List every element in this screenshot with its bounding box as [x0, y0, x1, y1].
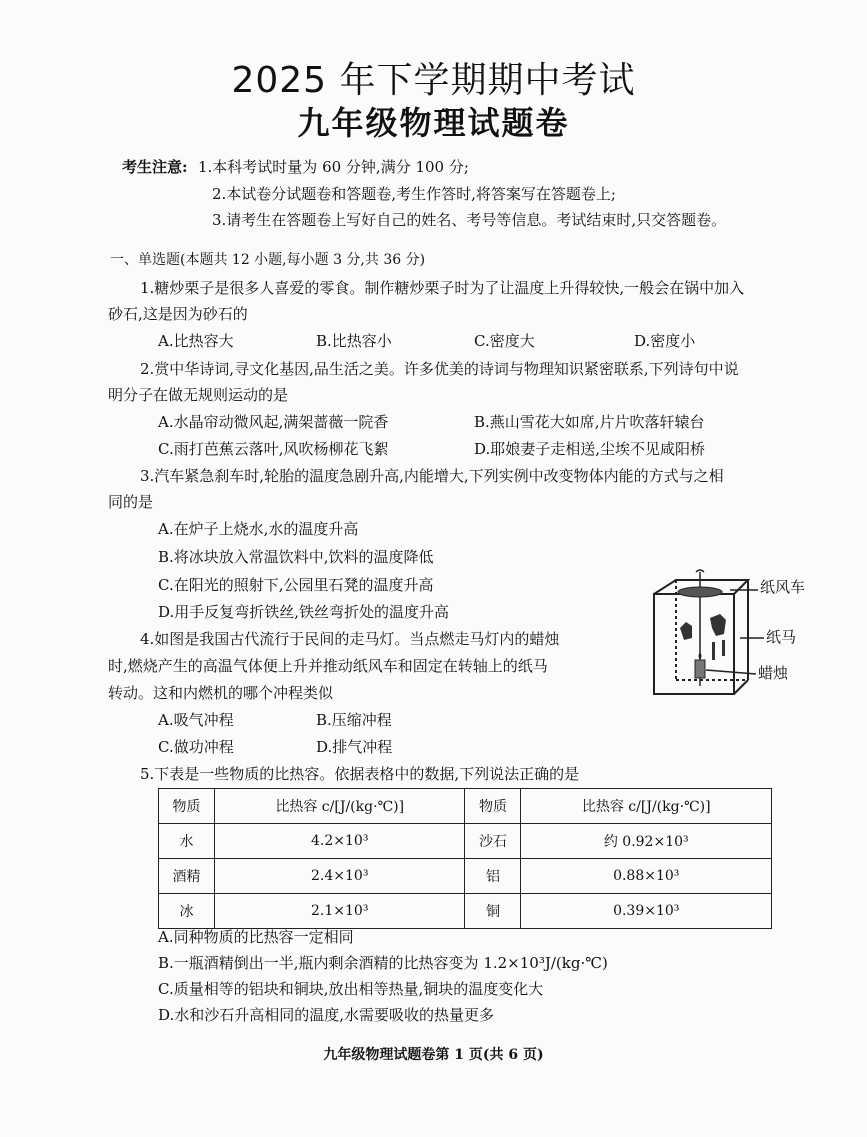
table-cell: 2.1×10³	[214, 894, 465, 929]
q3-stem-line1: 3.汽车紧急刹车时,轮胎的温度急剧升高,内能增大,下列实例中改变物体内能的方式与之相	[140, 467, 724, 485]
q1-option-c: C.密度大	[474, 332, 535, 350]
q3-stem-line2: 同的是	[108, 493, 154, 511]
figure-label-windmill: 纸风车	[760, 578, 806, 596]
q2-option-b: B.燕山雪花大如席,片片吹落轩辕台	[474, 413, 705, 431]
q4-stem-line3: 转动。这和内燃机的哪个冲程类似	[108, 684, 334, 702]
q5-option-c: C.质量相等的铝块和铜块,放出相等热量,铜块的温度变化大	[158, 980, 544, 998]
notice-item-1: 1.本科考试时量为 60 分钟,满分 100 分;	[198, 158, 469, 176]
table-cell: 约 0.92×10³	[521, 824, 772, 859]
table-header-cell: 比热容 c/[J/(kg·℃)]	[521, 789, 772, 824]
q2-option-c: C.雨打芭蕉云落叶,风吹杨柳花飞絮	[158, 440, 389, 458]
lantern-figure	[640, 568, 850, 708]
table-cell: 0.39×10³	[521, 894, 772, 929]
q5-option-d: D.水和沙石升高相同的温度,水需要吸收的热量更多	[158, 1006, 495, 1024]
q2-stem-line1: 2.赏中华诗词,寻文化基因,品生活之美。许多优美的诗词与物理知识紧密联系,下列诗句中说	[140, 360, 739, 378]
table-cell: 2.4×10³	[214, 859, 465, 894]
q1-option-b: B.比热容小	[316, 332, 392, 350]
q4-stem-line1: 4.如图是我国古代流行于民间的走马灯。当点燃走马灯内的蜡烛	[140, 630, 560, 648]
q4-option-a: A.吸气冲程	[158, 711, 234, 729]
notice-label: 考生注意:	[122, 158, 188, 176]
figure-label-horse: 纸马	[766, 628, 797, 646]
figure-label-candle: 蜡烛	[758, 664, 789, 682]
q1-option-a: A.比热容大	[158, 332, 234, 350]
table-header-cell: 比热容 c/[J/(kg·℃)]	[214, 789, 465, 824]
q5-option-a: A.同种物质的比热容一定相同	[158, 928, 354, 946]
paper-horse-icon	[680, 614, 726, 660]
table-row	[159, 824, 772, 859]
paper-windmill-icon	[678, 587, 722, 597]
q4-option-c: C.做功冲程	[158, 738, 234, 756]
table-cell: 0.88×10³	[521, 859, 772, 894]
table-cell: 沙石	[465, 824, 521, 859]
q1-option-d: D.密度小	[634, 332, 696, 350]
q4-stem-line2: 时,燃烧产生的高温气体便上升并推动纸风车和固定在转轴上的纸马	[108, 657, 548, 675]
q1-stem-line1: 1.糖炒栗子是很多人喜爱的零食。制作糖炒栗子时为了让温度上升得较快,一般会在锅中加入	[140, 279, 745, 297]
specific-heat-table	[158, 788, 772, 929]
table-cell: 酒精	[159, 859, 215, 894]
q5-option-b: B.一瓶酒精倒出一半,瓶内剩余酒精的比热容变为 1.2×10³J/(kg·℃)	[158, 954, 608, 972]
table-cell: 铜	[465, 894, 521, 929]
q3-option-c: C.在阳光的照射下,公园里石凳的温度升高	[158, 576, 434, 594]
q2-option-d: D.耶娘妻子走相送,尘埃不见咸阳桥	[474, 440, 706, 458]
table-cell: 水	[159, 824, 215, 859]
section-heading: 一、单选题(本题共 12 小题,每小题 3 分,共 36 分)	[110, 252, 426, 268]
q4-option-b: B.压缩冲程	[316, 711, 392, 729]
table-row	[159, 859, 772, 894]
q1-stem-line2: 砂石,这是因为砂石的	[108, 305, 248, 323]
table-header-cell: 物质	[465, 789, 521, 824]
q3-option-b: B.将冰块放入常温饮料中,饮料的温度降低	[158, 548, 434, 566]
table-row	[159, 894, 772, 929]
q2-option-a: A.水晶帘动微风起,满架蔷薇一院香	[158, 413, 389, 431]
table-cell: 铝	[465, 859, 521, 894]
exam-subtitle: 九年级物理试题卷	[297, 104, 570, 142]
table-cell: 4.2×10³	[214, 824, 465, 859]
q3-option-d: D.用手反复弯折铁丝,铁丝弯折处的温度升高	[158, 603, 450, 621]
q2-stem-line2: 明分子在做无规则运动的是	[108, 386, 289, 404]
q5-stem: 5.下表是一些物质的比热容。依据表格中的数据,下列说法正确的是	[140, 765, 580, 783]
exam-title: 2025 年下学期期中考试	[231, 60, 636, 101]
page-footer: 九年级物理试题卷第 1 页(共 6 页)	[323, 1047, 544, 1063]
q3-option-a: A.在炉子上烧水,水的温度升高	[158, 520, 359, 538]
table-cell: 冰	[159, 894, 215, 929]
table-header-cell: 物质	[159, 789, 215, 824]
table-header-row	[159, 789, 772, 824]
notice-item-3: 3.请考生在答题卷上写好自己的姓名、考号等信息。考试结束时,只交答题卷。	[212, 211, 727, 229]
candle-icon	[695, 652, 705, 678]
notice-item-2: 2.本试卷分试题卷和答题卷,考生作答时,将答案写在答题卷上;	[212, 185, 616, 203]
q4-option-d: D.排气冲程	[316, 738, 393, 756]
